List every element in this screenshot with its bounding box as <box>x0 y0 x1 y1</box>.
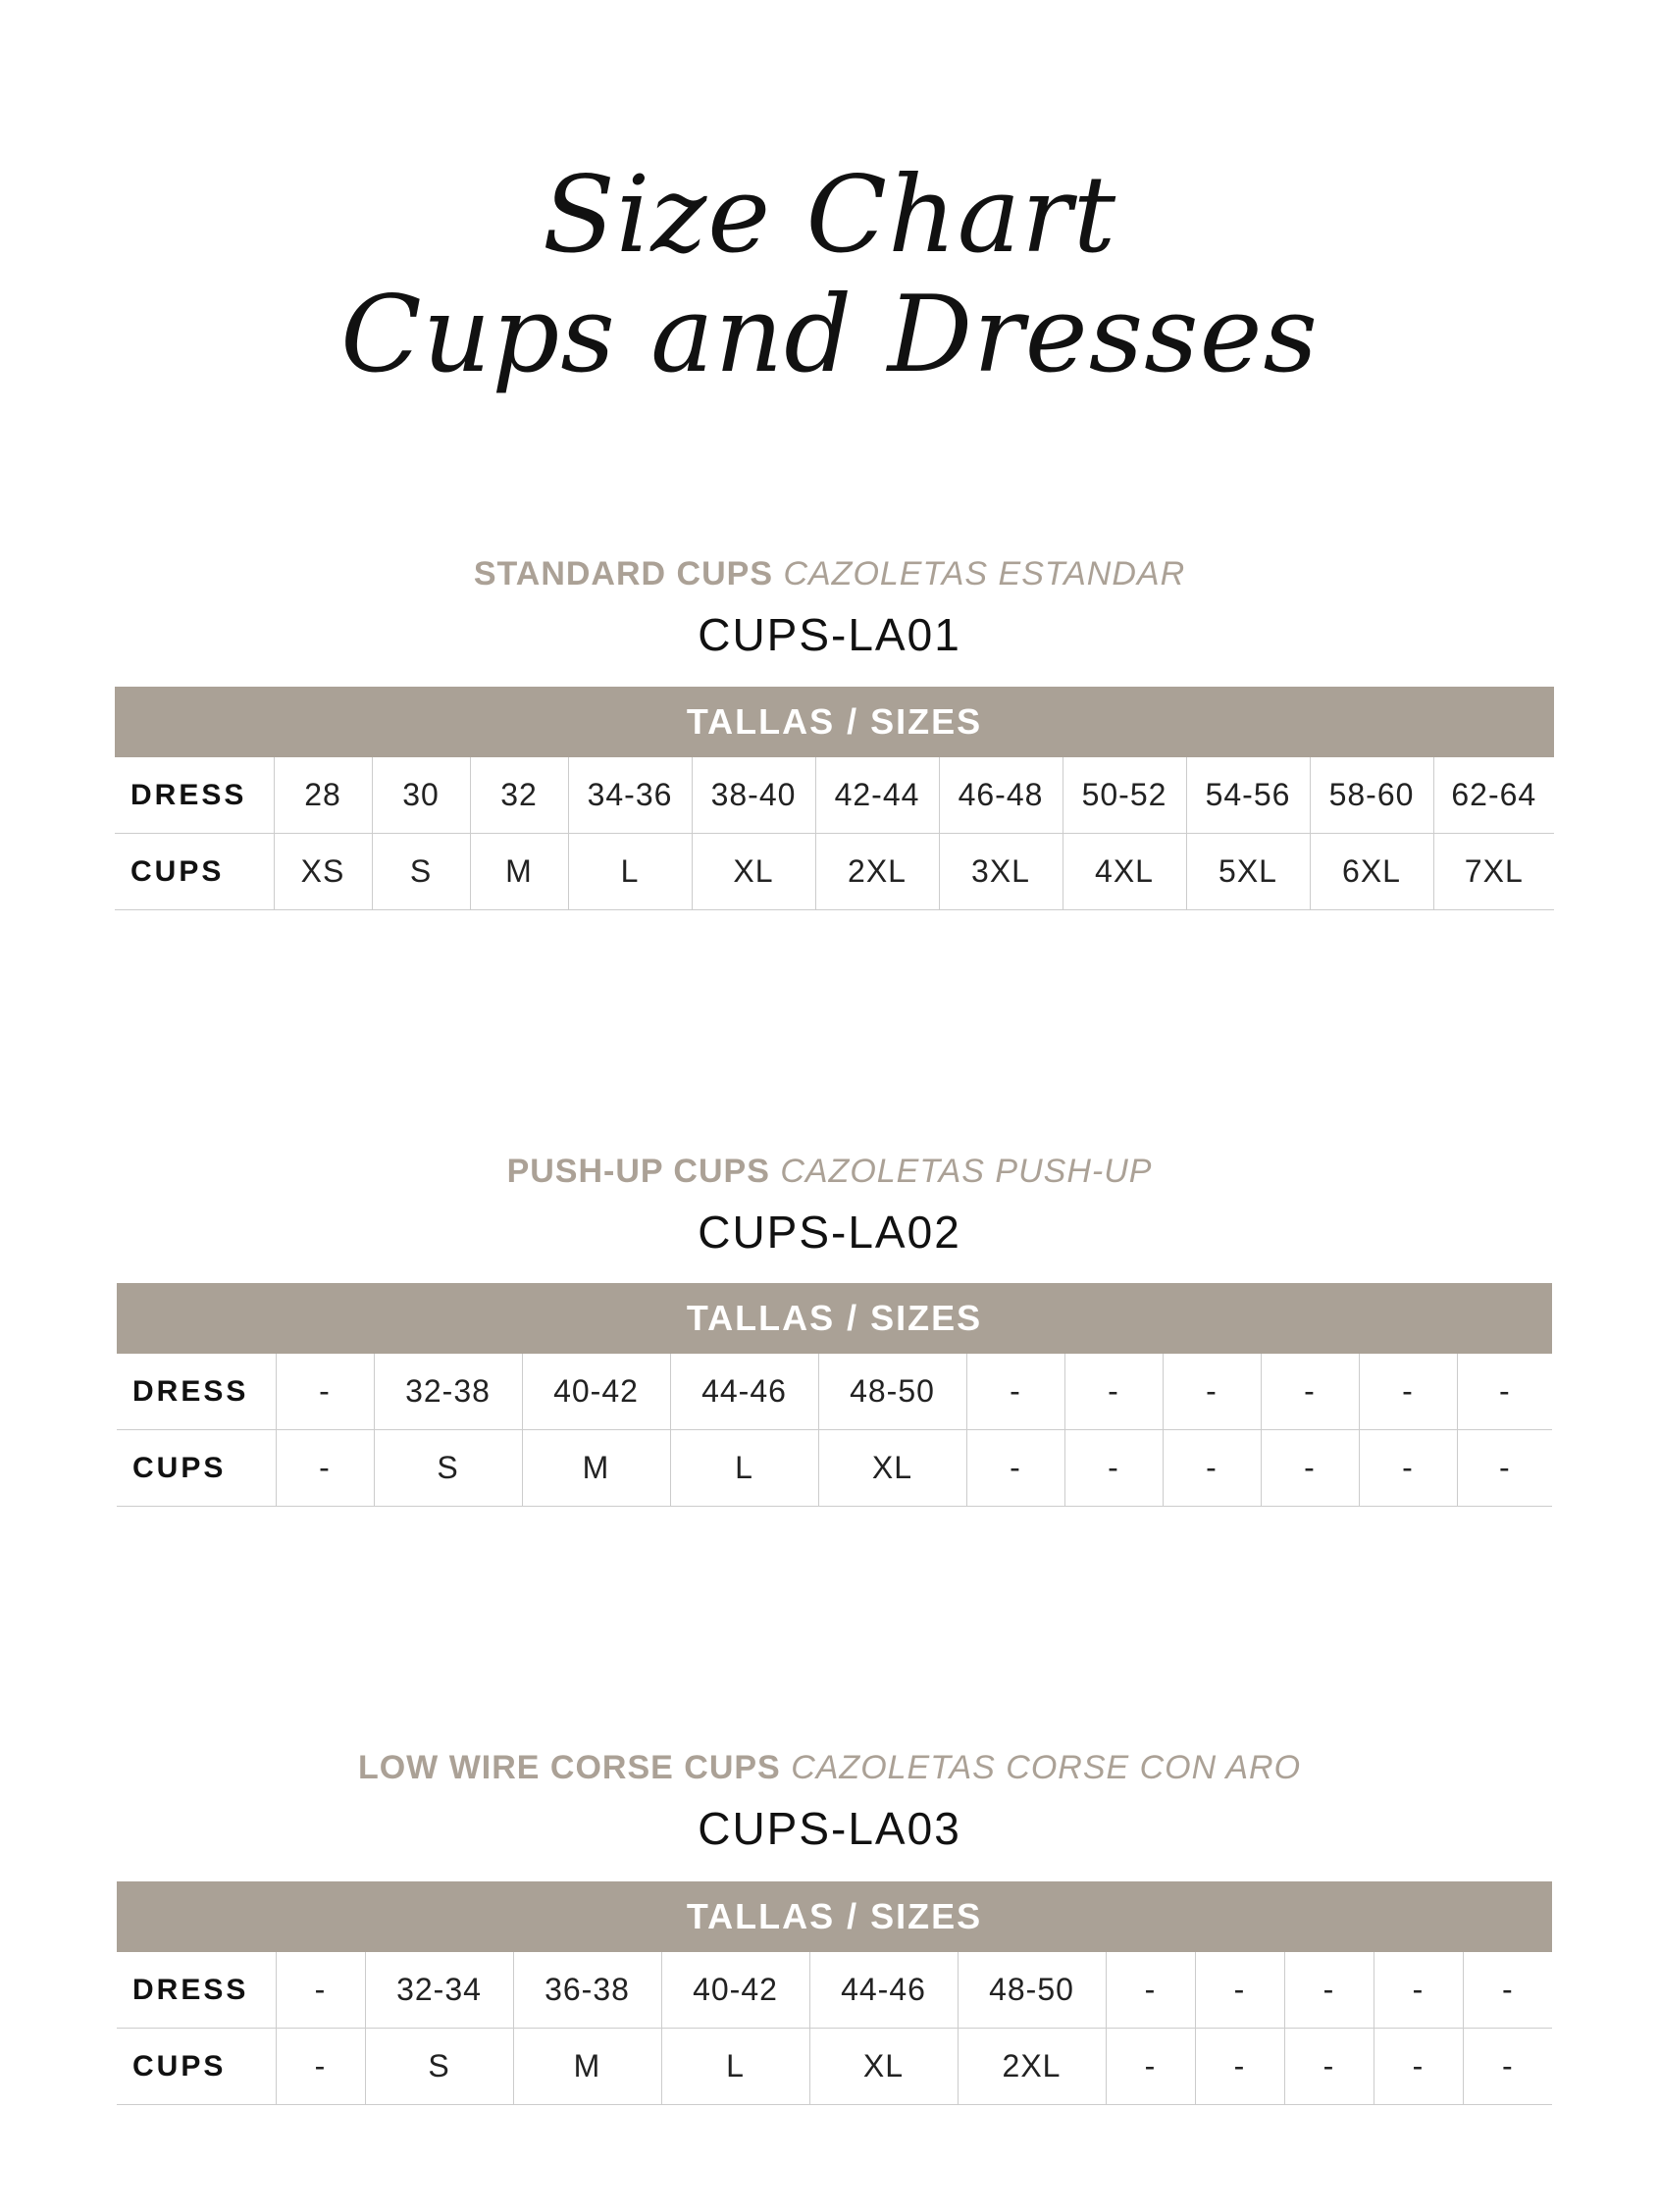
table-cell: - <box>276 1430 374 1507</box>
table-cell: 48-50 <box>958 1952 1106 2029</box>
table-cell: 4XL <box>1063 834 1186 910</box>
section-name-en: LOW WIRE CORSE CUPS <box>357 1749 781 1786</box>
table-cell: - <box>1374 1952 1463 2029</box>
table-header: TALLAS / SIZES <box>115 687 1554 757</box>
table-cell: 6XL <box>1310 834 1433 910</box>
table-cell: 40-42 <box>661 1952 809 2029</box>
table-cell: 44-46 <box>670 1354 818 1430</box>
section-name-en: PUSH-UP CUPS <box>506 1153 770 1190</box>
table-cell: - <box>1064 1430 1163 1507</box>
table-cell: - <box>966 1354 1064 1430</box>
table-cell: - <box>1457 1354 1552 1430</box>
table-cell: 28 <box>274 757 372 834</box>
table-cell: - <box>1163 1430 1261 1507</box>
section-subtitle <box>0 1152 1659 1191</box>
section-subtitle <box>0 1748 1659 1787</box>
page-title-line2: Cups and Dresses <box>340 274 1319 396</box>
table-header: TALLAS / SIZES <box>117 1283 1552 1354</box>
table-cell: XL <box>809 2029 958 2105</box>
section-name-en: STANDARD CUPS <box>473 555 773 592</box>
table-cell: S <box>372 834 470 910</box>
row-label: CUPS <box>115 834 274 910</box>
size-table-low-wire-corse <box>117 1881 1552 2105</box>
table-cell: 2XL <box>815 834 939 910</box>
table-cell: - <box>276 1354 374 1430</box>
table-cell: 3XL <box>939 834 1063 910</box>
table-cell: - <box>276 1952 365 2029</box>
table-cell: - <box>1261 1354 1359 1430</box>
table-cell: - <box>1261 1430 1359 1507</box>
table-cell: - <box>1064 1354 1163 1430</box>
table-cell: - <box>1195 1952 1284 2029</box>
section-standard-cups <box>0 554 1659 662</box>
table-row-dress <box>115 757 1554 834</box>
table-cell: 36-38 <box>513 1952 661 2029</box>
section-name-es: CAZOLETAS PUSH-UP <box>780 1153 1153 1190</box>
table-cell: 7XL <box>1433 834 1554 910</box>
table-cell: - <box>1457 1430 1552 1507</box>
table-row-cups <box>115 834 1554 910</box>
table-cell: 44-46 <box>809 1952 958 2029</box>
section-code: CUPS-LA03 <box>698 1803 961 1854</box>
table-cell: L <box>661 2029 809 2105</box>
table-row-dress <box>117 1952 1552 2029</box>
table-cell: - <box>966 1430 1064 1507</box>
table-cell: XL <box>818 1430 966 1507</box>
table-cell: M <box>513 2029 661 2105</box>
table-cell: XL <box>692 834 815 910</box>
section-name-es: CAZOLETAS CORSE CON ARO <box>791 1749 1302 1786</box>
table-cell: - <box>1106 1952 1195 2029</box>
table-cell: S <box>365 2029 513 2105</box>
table-row-cups <box>117 2029 1552 2105</box>
table-cell: 46-48 <box>939 757 1063 834</box>
row-label: DRESS <box>115 757 274 834</box>
table-cell: - <box>1359 1354 1457 1430</box>
table-cell: L <box>568 834 692 910</box>
table-cell: - <box>1195 2029 1284 2105</box>
table-cell: 32-38 <box>374 1354 522 1430</box>
page-title-line1: Size Chart <box>542 154 1117 277</box>
table-cell: - <box>1284 1952 1374 2029</box>
section-push-up-cups <box>0 1152 1659 1260</box>
row-label: DRESS <box>117 1952 276 2029</box>
table-cell: 58-60 <box>1310 757 1433 834</box>
row-label: CUPS <box>117 1430 276 1507</box>
table-cell: 2XL <box>958 2029 1106 2105</box>
table-cell: M <box>470 834 568 910</box>
table-cell: 54-56 <box>1186 757 1310 834</box>
table-cell: 40-42 <box>522 1354 670 1430</box>
table-cell: - <box>1374 2029 1463 2105</box>
table-cell: 32 <box>470 757 568 834</box>
size-table-push-up <box>117 1283 1552 1507</box>
section-subtitle <box>0 554 1659 593</box>
size-table-standard <box>115 687 1554 910</box>
section-name-es: CAZOLETAS ESTANDAR <box>783 555 1186 592</box>
table-cell: 62-64 <box>1433 757 1554 834</box>
row-label: CUPS <box>117 2029 276 2105</box>
table-cell: M <box>522 1430 670 1507</box>
table-cell: - <box>1463 2029 1552 2105</box>
table-cell: 48-50 <box>818 1354 966 1430</box>
table-cell: S <box>374 1430 522 1507</box>
row-label: DRESS <box>117 1354 276 1430</box>
table-cell: 42-44 <box>815 757 939 834</box>
table-header: TALLAS / SIZES <box>117 1881 1552 1952</box>
table-cell: 30 <box>372 757 470 834</box>
table-cell: XS <box>274 834 372 910</box>
table-cell: - <box>1359 1430 1457 1507</box>
section-code: CUPS-LA01 <box>698 609 961 660</box>
table-cell: - <box>1106 2029 1195 2105</box>
table-cell: - <box>276 2029 365 2105</box>
section-low-wire-corse-cups <box>0 1748 1659 1856</box>
table-cell: - <box>1463 1952 1552 2029</box>
table-cell: 5XL <box>1186 834 1310 910</box>
table-cell: - <box>1163 1354 1261 1430</box>
table-cell: 34-36 <box>568 757 692 834</box>
table-cell: L <box>670 1430 818 1507</box>
table-row-dress <box>117 1354 1552 1430</box>
table-cell: 50-52 <box>1063 757 1186 834</box>
table-cell: - <box>1284 2029 1374 2105</box>
table-cell: 38-40 <box>692 757 815 834</box>
table-row-cups <box>117 1430 1552 1507</box>
table-cell: 32-34 <box>365 1952 513 2029</box>
section-code: CUPS-LA02 <box>698 1207 961 1258</box>
